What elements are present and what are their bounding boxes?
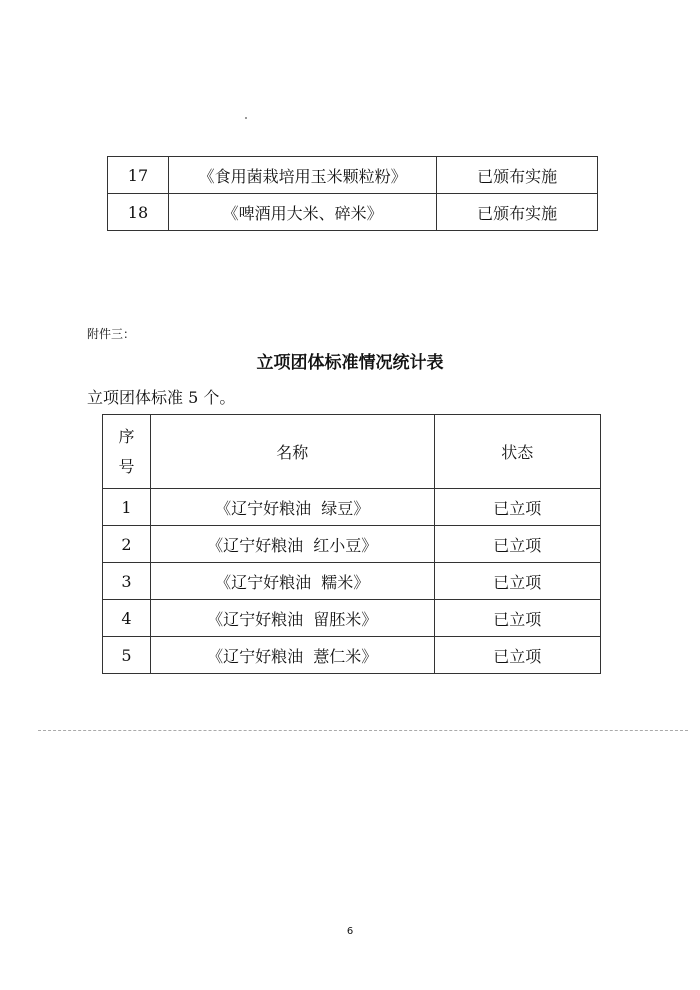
standard-status: 已颁布实施 <box>437 157 598 194</box>
summary-text: 立项团体标准 5 个。 <box>87 388 236 407</box>
header-status: 状态 <box>434 415 601 489</box>
approved-standards-table <box>102 414 601 674</box>
standard-name: 《辽宁好粮油 绿豆》 <box>150 489 434 526</box>
table-row <box>103 637 601 674</box>
table-row <box>108 194 598 231</box>
table-row <box>108 157 598 194</box>
row-number: 3 <box>103 563 151 600</box>
header-seq-top: 序 <box>118 426 135 446</box>
standard-name: 《辽宁好粮油 糯米》 <box>150 563 434 600</box>
standard-name: 《啤酒用大米、碎米》 <box>168 194 436 231</box>
standard-status: 已立项 <box>434 637 601 674</box>
scan-speck <box>245 117 247 119</box>
row-number: 18 <box>108 194 169 231</box>
standard-status: 已立项 <box>434 563 601 600</box>
row-number: 2 <box>103 526 151 563</box>
standard-status: 已颁布实施 <box>437 194 598 231</box>
header-name: 名称 <box>150 415 434 489</box>
standard-status: 已立项 <box>434 526 601 563</box>
table-row <box>103 600 601 637</box>
row-number: 4 <box>103 600 151 637</box>
row-number: 1 <box>103 489 151 526</box>
row-number: 17 <box>108 157 169 194</box>
table-header-row <box>103 415 601 489</box>
row-number: 5 <box>103 637 151 674</box>
table-row <box>103 526 601 563</box>
attachment-label: 附件三： <box>87 327 136 341</box>
header-seq <box>103 415 151 489</box>
page-divider <box>38 730 688 731</box>
published-standards-table <box>107 156 598 231</box>
table-row <box>103 563 601 600</box>
standard-status: 已立项 <box>434 600 601 637</box>
section-title: 立项团体标准情况统计表 <box>256 353 444 373</box>
standard-name: 《辽宁好粮油 红小豆》 <box>150 526 434 563</box>
standard-name: 《辽宁好粮油 留胚米》 <box>150 600 434 637</box>
standard-name: 《辽宁好粮油 薏仁米》 <box>150 637 434 674</box>
table-row <box>103 489 601 526</box>
page-number: 6 <box>346 926 354 937</box>
standard-name: 《食用菌栽培用玉米颗粒粉》 <box>168 157 436 194</box>
header-seq-bottom: 号 <box>118 456 135 476</box>
standard-status: 已立项 <box>434 489 601 526</box>
